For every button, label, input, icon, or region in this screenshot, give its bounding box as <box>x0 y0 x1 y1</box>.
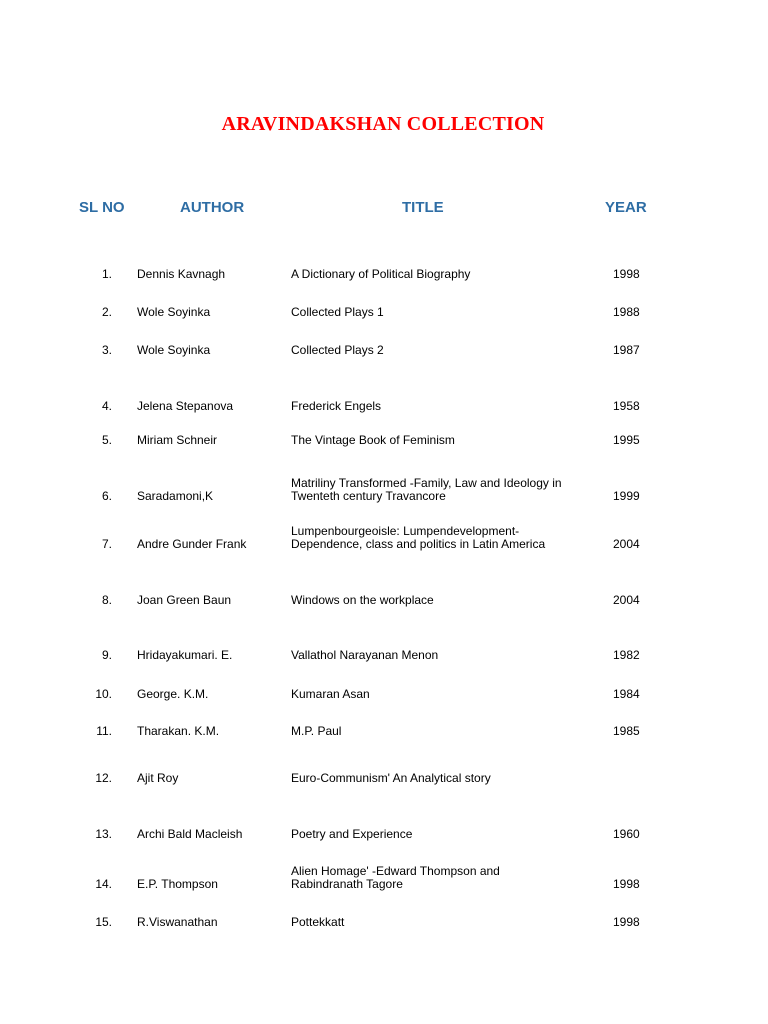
row-title: Collected Plays 1 <box>291 305 384 319</box>
row-year: 1998 <box>613 877 640 891</box>
row-number: 11. <box>96 724 112 738</box>
row-title: Frederick Engels <box>291 399 382 413</box>
header-sl-no: SL NO <box>79 199 125 216</box>
row-author: George. K.M. <box>137 687 209 701</box>
header-author: AUTHOR <box>180 199 245 216</box>
row-year: 1995 <box>613 433 640 447</box>
row-title-line1: Lumpenbourgeoisle: Lumpendevelopment- <box>291 524 520 538</box>
row-author: Saradamoni,K <box>137 489 214 503</box>
row-title: Poetry and Experience <box>291 827 413 841</box>
row-title-line2: Twenteth century Travancore <box>291 489 446 503</box>
row-author: Miriam Schneir <box>137 433 218 447</box>
row-title: Collected Plays 2 <box>291 343 384 357</box>
row-title: Euro-Communism' An Analytical story <box>291 771 491 785</box>
row-title: The Vintage Book of Feminism <box>291 433 455 447</box>
row-title: Windows on the workplace <box>291 593 434 607</box>
row-title-line1: Matriliny Transformed -Family, Law and Ideology in <box>291 476 562 490</box>
row-author: Archi Bald Macleish <box>137 827 243 841</box>
row-number: 3. <box>101 343 112 357</box>
row-year: 1988 <box>613 305 640 319</box>
row-title: Kumaran Asan <box>291 687 370 701</box>
row-number: 13. <box>95 827 112 841</box>
row-author: Jelena Stepanova <box>137 399 234 413</box>
row-title: A Dictionary of Political Biography <box>291 267 471 281</box>
row-year: 1960 <box>613 827 640 841</box>
row-year: 2004 <box>613 537 640 551</box>
row-year: 1958 <box>613 399 640 413</box>
row-number: 4. <box>101 399 112 413</box>
row-title: Vallathol Narayanan Menon <box>291 648 439 662</box>
row-author: Tharakan. K.M. <box>137 724 220 738</box>
row-year: 2004 <box>613 593 640 607</box>
row-year: 1987 <box>613 343 640 357</box>
row-number: 12. <box>95 771 112 785</box>
row-number: 6. <box>101 489 112 503</box>
row-year: 1998 <box>613 267 640 281</box>
row-author: Andre Gunder Frank <box>137 537 247 551</box>
row-author: Dennis Kavnagh <box>137 267 226 281</box>
header-year: YEAR <box>605 199 647 216</box>
row-author: R.Viswanathan <box>137 915 218 929</box>
row-author: Wole Soyinka <box>137 343 211 357</box>
row-number: 10. <box>95 687 112 701</box>
row-title-line1: Alien Homage' -Edward Thompson and <box>291 864 500 878</box>
row-author: Hridayakumari. E. <box>137 648 233 662</box>
row-title: M.P. Paul <box>291 724 342 738</box>
row-author: Joan Green Baun <box>137 593 232 607</box>
row-number: 7. <box>101 537 112 551</box>
row-year: 1985 <box>613 724 640 738</box>
row-author: Ajit Roy <box>137 771 179 785</box>
document-title: ARAVINDAKSHAN COLLECTION <box>221 113 545 135</box>
row-number: 2. <box>101 305 112 319</box>
row-number: 14. <box>95 877 112 891</box>
row-author: E.P. Thompson <box>137 877 218 891</box>
row-number: 9. <box>101 648 112 662</box>
row-title-line2: Dependence, class and politics in Latin America <box>291 537 546 551</box>
header-title: TITLE <box>402 199 444 216</box>
row-number: 5. <box>101 433 112 447</box>
row-number: 8. <box>101 593 112 607</box>
row-title-line2: Rabindranath Tagore <box>291 877 403 891</box>
row-year: 1984 <box>613 687 640 701</box>
row-title: Pottekkatt <box>291 915 345 929</box>
row-year: 1982 <box>613 648 640 662</box>
row-year: 1999 <box>613 489 640 503</box>
row-number: 15. <box>95 915 112 929</box>
row-year: 1998 <box>613 915 640 929</box>
row-number: 1. <box>101 267 112 281</box>
row-author: Wole Soyinka <box>137 305 211 319</box>
